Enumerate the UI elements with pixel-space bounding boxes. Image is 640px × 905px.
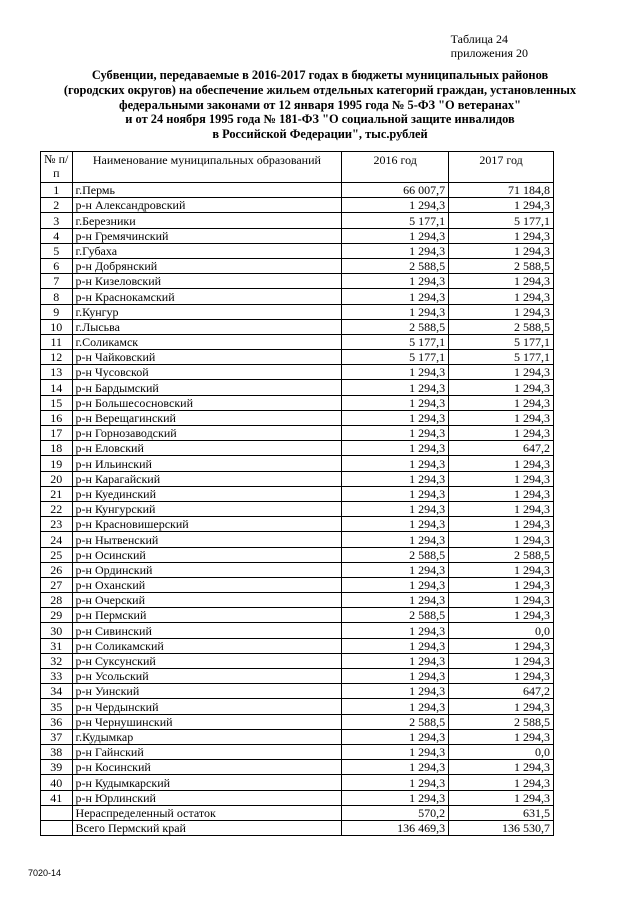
row-value-2016: 1 294,3 [342, 441, 449, 456]
header-num [41, 152, 73, 183]
row-value-2017: 0,0 [449, 744, 554, 759]
header-name: Наименование муниципальных образований [72, 152, 342, 183]
row-value-2017: 1 294,3 [449, 410, 554, 425]
row-value-2017: 5 177,1 [449, 213, 554, 228]
row-value-2017: 647,2 [449, 684, 554, 699]
table-row [41, 669, 554, 684]
row-num: 39 [41, 760, 73, 775]
row-name: р-н Кунгурский [72, 501, 342, 516]
row-num: 30 [41, 623, 73, 638]
row-value-2017: 1 294,3 [449, 380, 554, 395]
table-row [41, 562, 554, 577]
table-row [41, 365, 554, 380]
table-row [41, 699, 554, 714]
unallocated-2017: 631,5 [449, 805, 554, 820]
table-row [41, 714, 554, 729]
row-value-2017: 1 294,3 [449, 501, 554, 516]
row-name: г.Губаха [72, 243, 342, 258]
row-value-2017: 1 294,3 [449, 243, 554, 258]
row-name: р-н Пермский [72, 608, 342, 623]
row-name: р-н Краснокамский [72, 289, 342, 304]
row-name: р-н Верещагинский [72, 410, 342, 425]
row-name: р-н Кудымкарский [72, 775, 342, 790]
table-row [41, 684, 554, 699]
row-name: р-н Чердынский [72, 699, 342, 714]
row-num: 37 [41, 729, 73, 744]
row-value-2017: 1 294,3 [449, 486, 554, 501]
row-name: р-н Большесосновский [72, 395, 342, 410]
row-num: 15 [41, 395, 73, 410]
row-name: р-н Гремячинский [72, 228, 342, 243]
row-value-2016: 1 294,3 [342, 243, 449, 258]
row-name: р-н Ординский [72, 562, 342, 577]
table-row [41, 350, 554, 365]
row-value-2016: 1 294,3 [342, 365, 449, 380]
row-value-2016: 66 007,7 [342, 183, 449, 198]
table-row [41, 456, 554, 471]
table-row [41, 334, 554, 349]
row-name: р-н Оханский [72, 577, 342, 592]
row-name: р-н Чусовской [72, 365, 342, 380]
row-num: 27 [41, 577, 73, 592]
row-value-2017: 1 294,3 [449, 577, 554, 592]
total-row [41, 820, 554, 835]
row-name: г.Кудымкар [72, 729, 342, 744]
table-row [41, 213, 554, 228]
table-row [41, 395, 554, 410]
title-line-2: (городских округов) на обеспечение жильем отдельных категорий граждан, установленных [63, 82, 577, 97]
row-value-2017: 5 177,1 [449, 334, 554, 349]
row-name: р-н Сивинский [72, 623, 342, 638]
row-name: г.Лысьва [72, 319, 342, 334]
row-value-2016: 1 294,3 [342, 532, 449, 547]
row-value-2016: 1 294,3 [342, 562, 449, 577]
row-num: 35 [41, 699, 73, 714]
row-value-2016: 1 294,3 [342, 456, 449, 471]
row-num: 25 [41, 547, 73, 562]
title-line-5: в Российской Федерации", тыс.рублей [212, 127, 428, 142]
row-name: р-н Чернушинский [72, 714, 342, 729]
row-value-2017: 1 294,3 [449, 608, 554, 623]
table-reference [451, 32, 528, 60]
row-num: 31 [41, 638, 73, 653]
table-body [41, 183, 554, 836]
row-value-2017: 1 294,3 [449, 562, 554, 577]
row-value-2016: 1 294,3 [342, 501, 449, 516]
row-value-2017: 71 184,8 [449, 183, 554, 198]
row-value-2017: 1 294,3 [449, 274, 554, 289]
row-name: р-н Суксунский [72, 653, 342, 668]
appendix-number: приложения 20 [450, 46, 528, 60]
row-name: р-н Куединский [72, 486, 342, 501]
row-value-2016: 5 177,1 [342, 334, 449, 349]
table-row [41, 228, 554, 243]
row-name: г.Березники [72, 213, 342, 228]
row-value-2016: 1 294,3 [342, 577, 449, 592]
row-value-2016: 1 294,3 [342, 517, 449, 532]
header-2017: 2017 год [449, 152, 554, 183]
row-value-2016: 1 294,3 [342, 593, 449, 608]
header-num-label: № п/п [44, 152, 69, 180]
table-row [41, 471, 554, 486]
row-name: р-н Бардымский [72, 380, 342, 395]
row-value-2017: 1 294,3 [449, 653, 554, 668]
row-num: 16 [41, 410, 73, 425]
row-name: р-н Александровский [72, 198, 342, 213]
unallocated-name: Нераспределенный остаток [72, 805, 342, 820]
row-value-2017: 1 294,3 [449, 395, 554, 410]
row-name: г.Кунгур [72, 304, 342, 319]
document-code: 7020-14 [28, 868, 62, 878]
table-row [41, 593, 554, 608]
row-num: 7 [41, 274, 73, 289]
table-row [41, 547, 554, 562]
row-value-2016: 2 588,5 [342, 547, 449, 562]
header-2016: 2016 год [342, 152, 449, 183]
row-value-2016: 1 294,3 [342, 744, 449, 759]
row-num: 41 [41, 790, 73, 805]
row-value-2017: 5 177,1 [449, 350, 554, 365]
row-num: 33 [41, 669, 73, 684]
table-row [41, 304, 554, 319]
table-row [41, 532, 554, 547]
row-value-2017: 1 294,3 [449, 198, 554, 213]
row-value-2016: 1 294,3 [342, 775, 449, 790]
row-num: 26 [41, 562, 73, 577]
table-row [41, 729, 554, 744]
row-num: 10 [41, 319, 73, 334]
row-name: р-н Карагайский [72, 471, 342, 486]
table-row [41, 790, 554, 805]
row-value-2017: 1 294,3 [449, 456, 554, 471]
row-num: 34 [41, 684, 73, 699]
row-value-2017: 2 588,5 [449, 547, 554, 562]
row-name: р-н Осинский [72, 547, 342, 562]
row-name: р-н Косинский [72, 760, 342, 775]
row-value-2016: 1 294,3 [342, 623, 449, 638]
row-num: 20 [41, 471, 73, 486]
row-num: 19 [41, 456, 73, 471]
table-row [41, 380, 554, 395]
row-name: р-н Уинский [72, 684, 342, 699]
row-value-2017: 1 294,3 [449, 228, 554, 243]
table-row [41, 289, 554, 304]
row-num: 1 [41, 183, 73, 198]
table-row [41, 623, 554, 638]
row-num: 9 [41, 304, 73, 319]
title-line-4: и от 24 ноября 1995 года № 181-ФЗ "О социальной защите инвалидов [125, 112, 515, 127]
row-value-2016: 1 294,3 [342, 760, 449, 775]
row-value-2017: 1 294,3 [449, 638, 554, 653]
row-value-2017: 1 294,3 [449, 289, 554, 304]
row-value-2016: 2 588,5 [342, 608, 449, 623]
row-value-2016: 2 588,5 [342, 714, 449, 729]
row-value-2016: 1 294,3 [342, 790, 449, 805]
row-value-2017: 1 294,3 [449, 471, 554, 486]
row-value-2017: 1 294,3 [449, 304, 554, 319]
unallocated-row [41, 805, 554, 820]
row-value-2016: 1 294,3 [342, 471, 449, 486]
row-value-2017: 1 294,3 [449, 699, 554, 714]
row-name: р-н Юрлинский [72, 790, 342, 805]
unallocated-2016: 570,2 [342, 805, 449, 820]
row-value-2016: 2 588,5 [342, 319, 449, 334]
row-num: 18 [41, 441, 73, 456]
row-num: 36 [41, 714, 73, 729]
row-value-2016: 1 294,3 [342, 638, 449, 653]
row-value-2016: 1 294,3 [342, 653, 449, 668]
row-value-2016: 1 294,3 [342, 228, 449, 243]
table-row [41, 517, 554, 532]
row-num: 22 [41, 501, 73, 516]
row-num: 32 [41, 653, 73, 668]
row-num: 29 [41, 608, 73, 623]
table-row [41, 760, 554, 775]
table-row [41, 183, 554, 198]
row-name: р-н Гайнский [72, 744, 342, 759]
title-line-1: Субвенции, передаваемые в 2016-2017 годах в бюджеты муниципальных районов [91, 68, 549, 82]
row-name: р-н Чайковский [72, 350, 342, 365]
row-value-2017: 2 588,5 [449, 714, 554, 729]
table-row [41, 486, 554, 501]
table-row [41, 744, 554, 759]
row-num: 23 [41, 517, 73, 532]
unallocated-num [41, 805, 73, 820]
row-num: 21 [41, 486, 73, 501]
row-name: р-н Еловский [72, 441, 342, 456]
total-2017: 136 530,7 [449, 820, 554, 835]
row-value-2017: 1 294,3 [449, 426, 554, 441]
row-value-2017: 1 294,3 [449, 593, 554, 608]
row-name: р-н Нытвенский [72, 532, 342, 547]
table-row [41, 410, 554, 425]
row-value-2017: 0,0 [449, 623, 554, 638]
row-name: р-н Ильинский [72, 456, 342, 471]
table-row [41, 608, 554, 623]
row-value-2017: 2 588,5 [449, 258, 554, 273]
row-value-2016: 1 294,3 [342, 684, 449, 699]
row-value-2017: 1 294,3 [449, 517, 554, 532]
row-name: р-н Усольский [72, 669, 342, 684]
subventions-table [40, 151, 554, 836]
row-num: 14 [41, 380, 73, 395]
row-value-2017: 1 294,3 [449, 365, 554, 380]
row-name: р-н Добрянский [72, 258, 342, 273]
table-row [41, 653, 554, 668]
row-num: 8 [41, 289, 73, 304]
row-name: р-н Красновишерский [72, 517, 342, 532]
row-num: 3 [41, 213, 73, 228]
table-row [41, 501, 554, 516]
row-num: 40 [41, 775, 73, 790]
total-name: Всего Пермский край [72, 820, 342, 835]
row-value-2017: 647,2 [449, 441, 554, 456]
row-value-2016: 5 177,1 [342, 350, 449, 365]
row-value-2016: 1 294,3 [342, 426, 449, 441]
row-value-2016: 2 588,5 [342, 258, 449, 273]
row-num: 6 [41, 258, 73, 273]
row-value-2016: 1 294,3 [342, 669, 449, 684]
table-row [41, 441, 554, 456]
row-value-2016: 1 294,3 [342, 395, 449, 410]
row-value-2017: 1 294,3 [449, 669, 554, 684]
row-value-2016: 1 294,3 [342, 289, 449, 304]
total-2016: 136 469,3 [342, 820, 449, 835]
row-num: 28 [41, 593, 73, 608]
table-row [41, 426, 554, 441]
row-value-2016: 1 294,3 [342, 729, 449, 744]
document-title [40, 68, 600, 142]
row-num: 24 [41, 532, 73, 547]
row-name: р-н Очерский [72, 593, 342, 608]
row-num: 38 [41, 744, 73, 759]
table-row [41, 274, 554, 289]
table-row [41, 319, 554, 334]
row-num: 4 [41, 228, 73, 243]
title-line-3: федеральными законами от 12 января 1995 года № 5-ФЗ "О ветеранах" [119, 97, 521, 112]
row-name: р-н Горнозаводский [72, 426, 342, 441]
row-num: 17 [41, 426, 73, 441]
row-value-2016: 5 177,1 [342, 213, 449, 228]
row-name: р-н Соликамский [72, 638, 342, 653]
row-name: р-н Кизеловский [72, 274, 342, 289]
row-value-2017: 1 294,3 [449, 775, 554, 790]
table-header-row [41, 152, 554, 183]
table-row [41, 775, 554, 790]
row-name: г.Пермь [72, 183, 342, 198]
row-value-2016: 1 294,3 [342, 410, 449, 425]
row-value-2016: 1 294,3 [342, 304, 449, 319]
total-num [41, 820, 73, 835]
row-value-2017: 1 294,3 [449, 532, 554, 547]
row-name: г.Соликамск [72, 334, 342, 349]
table-number: Таблица 24 [450, 32, 508, 46]
row-num: 13 [41, 365, 73, 380]
row-value-2016: 1 294,3 [342, 198, 449, 213]
row-num: 12 [41, 350, 73, 365]
row-value-2017: 1 294,3 [449, 729, 554, 744]
table-row [41, 577, 554, 592]
table-row [41, 198, 554, 213]
table-row [41, 258, 554, 273]
row-num: 11 [41, 334, 73, 349]
row-value-2016: 1 294,3 [342, 380, 449, 395]
row-num: 5 [41, 243, 73, 258]
table-row [41, 243, 554, 258]
row-value-2016: 1 294,3 [342, 274, 449, 289]
table-row [41, 638, 554, 653]
row-value-2016: 1 294,3 [342, 699, 449, 714]
row-num: 2 [41, 198, 73, 213]
row-value-2016: 1 294,3 [342, 486, 449, 501]
row-value-2017: 2 588,5 [449, 319, 554, 334]
row-value-2017: 1 294,3 [449, 790, 554, 805]
row-value-2017: 1 294,3 [449, 760, 554, 775]
